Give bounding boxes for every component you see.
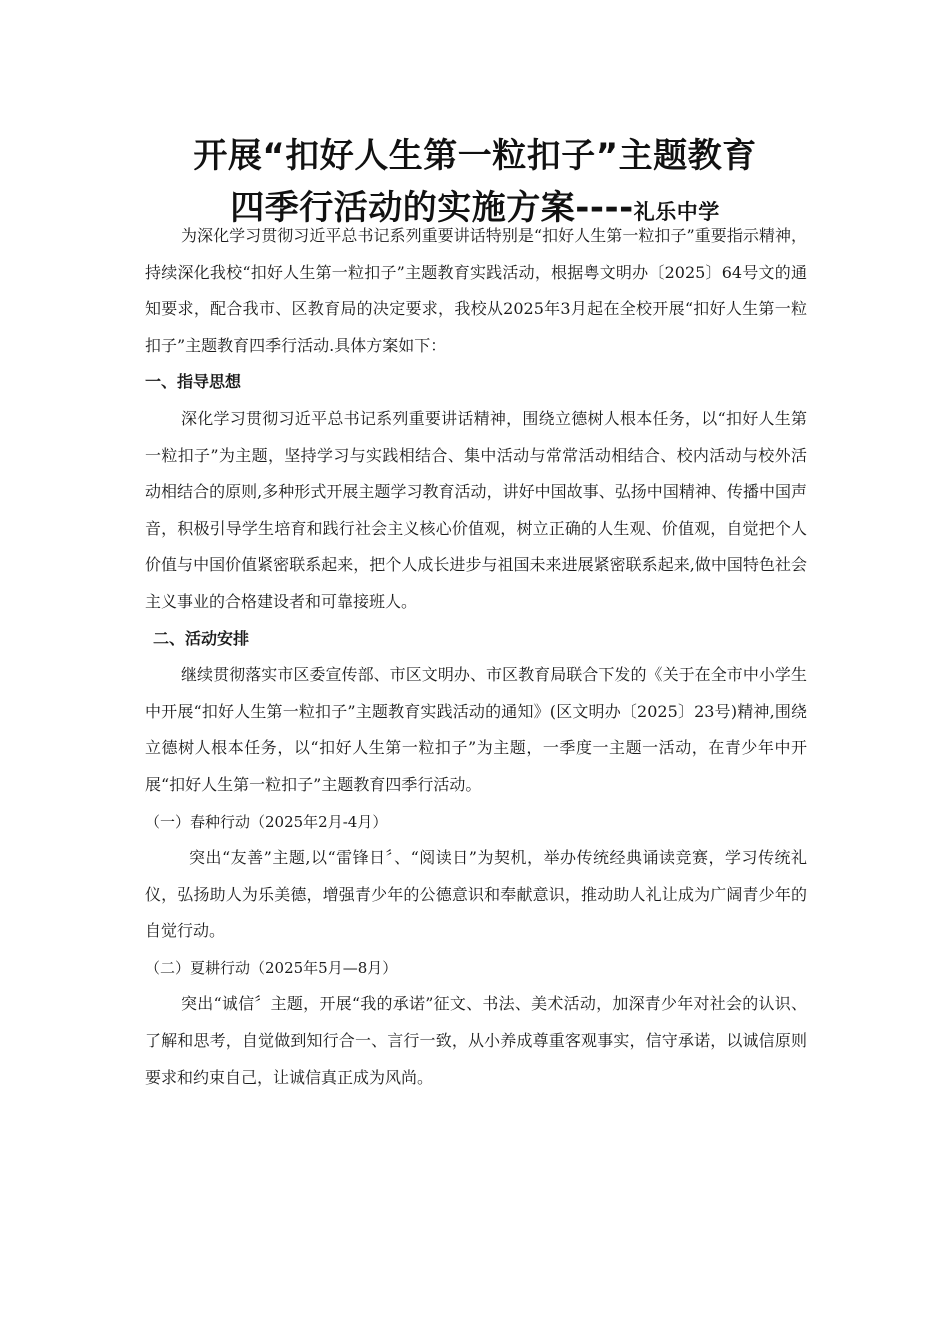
section-heading-guiding-ideology: 一、指导思想 <box>145 372 242 392</box>
intro-paragraph: 为深化学习贯彻习近平总书记系列重要讲话特别是“扣好人生第一粒扣子”重要指示精神，持续深化我校“扣好人生第一粒扣子”主题教育实践活动，根据粤文明办〔2025〕64号文的通知要求，配合我市、区教育局的决定要求，我校从2025年3月起在全校开展“扣好人生第一粒扣子”主题教育四季行活动.具体方案如下： <box>145 226 807 355</box>
document-title-dash: ---- <box>575 188 634 228</box>
summer-paragraph: 突出“诚信〞主题，开展“我的承诺”征文、书法、美术活动，加深青少年对社会的认识、了解和思考，自觉做到知行合一、言行一致，从小养成尊重客观事实，信守承诺，以诚信原则要求和约束自己，让诚信真正成为风尚。 <box>145 994 807 1087</box>
section-heading-activity-arrangement: 二、活动安排 <box>153 628 250 648</box>
subsection-heading-spring: （一）春种行动（2025年2月-4月） <box>145 812 388 831</box>
document-title-main: 四季行活动的实施方案 <box>230 188 576 228</box>
document-title-line-1: 开展“扣好人生第一粒扣子”主题教育 <box>193 136 757 176</box>
guiding-ideology-paragraph: 深化学习贯彻习近平总书记系列重要讲话精神，围绕立德树人根本任务，以“扣好人生第一粒扣子”为主题，坚持学习与实践相结合、集中活动与常常活动相结合、校内活动与校外活动相结合的原则,多种形式开展主题学习教育活动，讲好中国故事、弘扬中国精神、传播中国声音，积极引导学生培育和践行社会主义核心价值观，树立正确的人生观、价值观，自觉把个人价值与中国价值紧密联系起来，把个人成长进步与祖国未来进展紧密联系起来,做中国特色社会主义事业的合格建设者和可靠接班人。 <box>145 408 807 611</box>
document-body <box>145 218 807 1096</box>
subsection-heading-summer: （二）夏耕行动（2025年5月—8月） <box>145 958 398 977</box>
activity-arrangement-paragraph: 继续贯彻落实市区委宣传部、市区文明办、市区教育局联合下发的《关于在全市中小学生中开展“扣好人生第一粒扣子”主题教育实践活动的通知》(区文明办〔2025〕23号)精神,围绕立德树人根本任务，以“扣好人生第一粒扣子”为主题，一季度一主题一活动，在青少年中开展“扣好人生第一粒扣子”主题教育四季行活动。 <box>145 665 807 794</box>
spring-paragraph: 突出“友善”主题,以“雷锋日〞、“阅读日”为契机，举办传统经典诵读竞赛，学习传统礼仪，弘扬助人为乐美德，增强青少年的公德意识和奉献意识，推动助人礼让成为广阔青少年的自觉行动。 <box>145 848 807 941</box>
school-name: 礼乐中学 <box>633 200 720 224</box>
